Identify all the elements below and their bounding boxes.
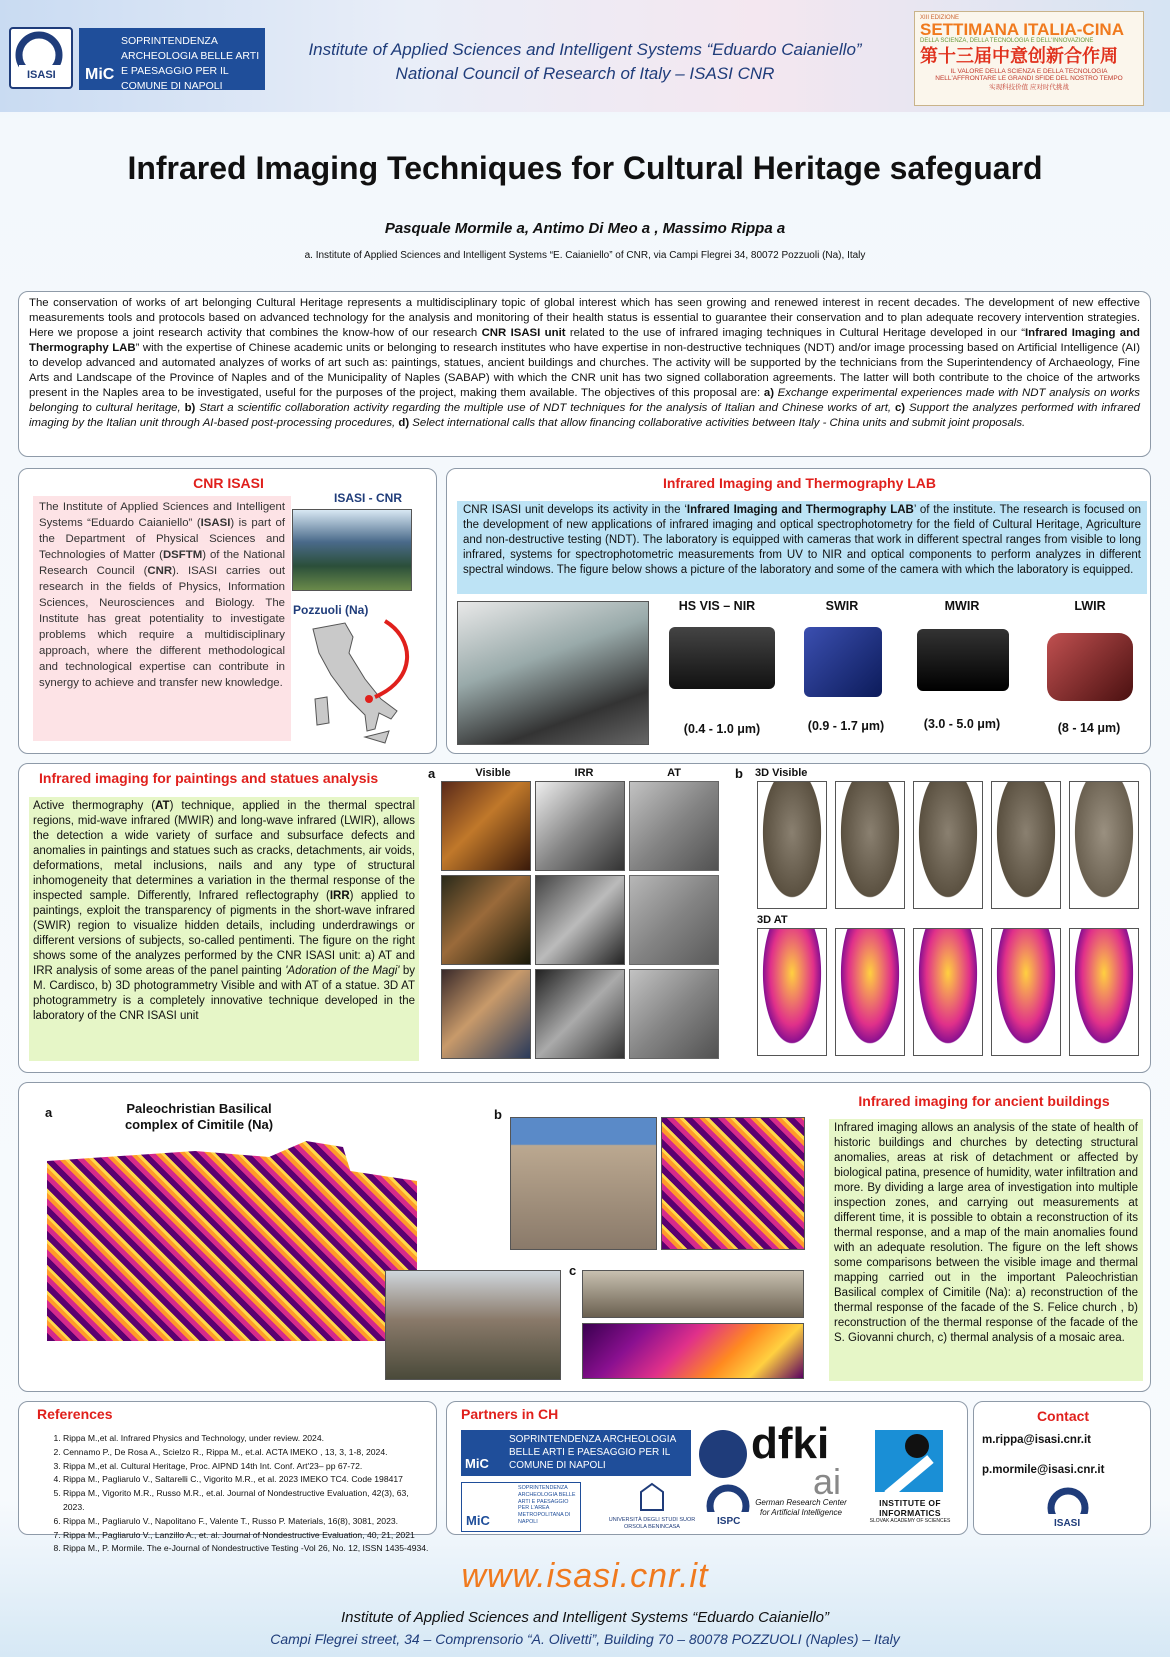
statue-at <box>757 928 827 1056</box>
camera-list <box>657 599 1147 749</box>
mic-logo: MiC SOPRINTENDENZA ARCHEOLOGIA BELLE ARTI E PAESAGGIO PER IL COMUNE DI NAPOLI <box>79 28 265 90</box>
paint-text: Active thermography (AT) technique, applied in the thermal spectral regions, mid-wave infrared (MWIR) and long-wave infrared (LWIR), allows the detection a wide variety of surface and subsurface defects and anomalies in paintings and statues such as cracks, detachments, air voids, deformations, metal inclusions, nails and any type of structural inhomogeneity that determines a variation in the thermal response of the inspected sample. Differently, Infrared reflectography (IRR) applied to paintings, exploit the transparency of pigments in the short-wave infrared (SWIR) region to visualize hidden details, including underdrawings or different versions of subjects, so-called pentimenti. The figure on the right shows some of the analyzes performed by the CNR ISASI unit: a) AT and IRR analysis of some areas of the panel painting 'Adoration of the Magi' by M. Cardisco, b) 3D photogrammetry Visible and with AT of a statue. 3D AT photogrammetry is a completely innovative technique developed in the laboratory of the CNR ISASI unit <box>29 797 419 1061</box>
camera-mwir-image <box>917 629 1009 691</box>
lab-text: CNR ISASI unit develops its activity in the ‘Infrared Imaging and Thermography LAB’ of the institute. The research is focused on the development of new applications of infrared imaging and optical spectrophotometry for the field of Cultural Heritage, Agriculture and non-destructive testing (NDT). The laboratory is equipped with cameras that work in different spectral ranges from visible to long infrared, systems for spectrophotometric measurements from UV to NIR and optical components to perform analyzes in different spectral windows. The figure below shows a picture of the laboratory and some of the camera with which the laboratory is equipped. <box>457 501 1147 594</box>
partner-mic-metro: MiC SOPRINTENDENZA ARCHEOLOGIA BELLE ARTI E PAESAGGIO PER L'AREA METROPOLITANA DI NAPOLI <box>461 1482 581 1532</box>
camera-lwir: LWIR (8 - 14 μm) <box>1035 599 1145 613</box>
partner-ispc: ISPC <box>701 1482 755 1532</box>
camera-lwir-image <box>1047 633 1133 701</box>
col-visible: Visible <box>475 767 511 779</box>
statue-visible <box>835 781 905 909</box>
build-fig-label-b: b <box>494 1107 502 1122</box>
camera-swir: SWIR (0.9 - 1.7 μm) <box>792 599 892 613</box>
fig-label-a: a <box>428 766 436 781</box>
contact-email-2[interactable]: p.mormile@isasi.cnr.it <box>982 1464 1105 1476</box>
statue-visible <box>991 781 1061 909</box>
ref-item: 5. Rippa M., Vigorito M.R., Russo M.R., et.al. Journal of Nondestructive Evaluation, 42(3), 63, 2023. <box>63 1487 432 1515</box>
refs-list <box>47 1432 432 1556</box>
contact-email-1[interactable]: m.rippa@isasi.cnr.it <box>982 1434 1092 1446</box>
camera-mwir: MWIR (3.0 - 5.0 μm) <box>907 599 1017 613</box>
abstract-panel <box>18 291 1151 457</box>
build-text: Infrared imaging allows an analysis of the state of health of historic buildings and churches by detecting structural anomalies, areas at risk of detachment or affected by biological patina, presence of humidity, water infiltration and more. By dividing a large area of investigation into multiple inspection zones, and carrying out measurements at different time, it is possible to obtain a reconstruction of its thermal response, and a map of the main anomalies found with an adequate resolution. The figure on the left shows some comparisons between the visible image and thermal mapping carried out in the important Paleochristian Basilical complex of Cimitile (Na): a) reconstruction of the thermal response of the facade of the S. Felice church , b) reconstruction of the thermal response of the facade of the S. Giovanni church, c) thermal analysis of a mosaic area. <box>829 1119 1143 1381</box>
painting-at-2 <box>629 875 719 965</box>
partners-panel <box>446 1401 968 1535</box>
col-irr: IRR <box>574 767 594 779</box>
statue-at <box>835 928 905 1056</box>
statue-at <box>913 928 983 1056</box>
partners-title: Partners in CH <box>461 1406 559 1422</box>
settimana-logo: XIII EDIZIONE SETTIMANA ITALIA-CINA DELLA SCIENZA, DELLA TECNOLOGIA E DELL'INNOVAZIONE 第十三届中意创新合作周 IL VALORE DELLA SCIENZA E DELLA TECNOLOGIA NELL'AFFRONTARE LE GRANDI SFIDE DEL NOSTRO TEMPO 实现科技价值 应对时代挑战 <box>914 11 1144 106</box>
footer-line1: Institute of Applied Sciences and Intelligent Systems “Eduardo Caianiello” <box>340 1609 830 1626</box>
partner-dfki: dfki ai German Research Center for Artificial Intelligence <box>751 1419 847 1517</box>
giovanni-thermal <box>661 1117 805 1250</box>
build-title: Infrared imaging for ancient buildings <box>858 1093 1110 1109</box>
label-3d-visible: 3D Visible <box>755 767 808 779</box>
unisob-emblem-icon <box>637 1482 667 1512</box>
ref-item: 3. Rippa M.,et al. Cultural Heritage, Proc. AIPND 14th Int. Conf. Art'23– pp 67-72. <box>63 1460 432 1474</box>
mosaic-thermal <box>582 1323 804 1379</box>
partner-unisob: UNIVERSITÀ DEGLI STUDI SUOR ORSOLA BENINCASA <box>597 1482 707 1531</box>
painting-irr-1 <box>535 781 625 871</box>
camera-swir-image <box>804 627 882 697</box>
lab-title: Infrared Imaging and Thermography LAB <box>662 475 937 491</box>
ii-logo-icon <box>875 1430 943 1492</box>
ref-item: 2. Cennamo P., De Rosa A., Scielzo R., Rippa M., et.al. ACTA IMEKO , 13, 3, 1-8, 2024. <box>63 1446 432 1460</box>
cimitile-visible <box>385 1270 561 1380</box>
cnr-title: CNR ISASI <box>193 475 264 491</box>
ref-item: 1. Rippa M.,et al. Infrared Physics and Technology, under review. 2024. <box>63 1432 432 1446</box>
build-fig-title: Paleochristian Basilical complex of Cimitile (Na) <box>124 1101 274 1132</box>
lab-panel <box>446 468 1151 754</box>
contact-title: Contact <box>1036 1408 1090 1424</box>
partner-ii: INSTITUTE OF INFORMATICS SLOVAK ACADEMY OF SCIENCES <box>857 1430 963 1524</box>
page-title: Infrared Imaging Techniques for Cultural Heritage safeguard <box>127 150 1043 186</box>
header-org: Institute of Applied Sciences and Intelligent Systems “Eduardo Caianiello” National Council of Research of Italy – ISASI CNR <box>308 40 862 83</box>
ref-item: 7. Rippa M., Pagliarulo V., Lanzillo A., et. al. Journal of Nondestructive Evaluation, 40, 21, 2021 <box>63 1529 432 1543</box>
painting-irr-3 <box>535 969 625 1059</box>
painting-irr-2 <box>535 875 625 965</box>
build-panel <box>18 1082 1151 1392</box>
statue-at <box>991 928 1061 1056</box>
footer-line2: Campi Flegrei street, 34 – Comprensorio “A. Olivetti”, Building 70 – 80078 POZZUOLI (Naples) – Italy <box>270 1631 900 1647</box>
camera-hs: HS VIS – NIR (0.4 - 1.0 μm) <box>657 599 777 613</box>
painting-at-1 <box>629 781 719 871</box>
cnr-panel <box>18 468 437 754</box>
build-fig-label-a: a <box>45 1105 53 1120</box>
statue-visible <box>913 781 983 909</box>
painting-vis-1 <box>441 781 531 871</box>
paint-title: Infrared imaging for paintings and statues analysis <box>39 770 379 786</box>
ref-item: 8. Rippa M., P. Mormile. The e-Journal of Nondestructive Testing -Vol 26, No. 12, ISSN 1435-4934. <box>63 1542 432 1556</box>
label-3d-at: 3D AT <box>757 914 788 926</box>
isasi-photo-label: ISASI - CNR <box>333 491 402 505</box>
statue-at <box>1069 928 1139 1056</box>
cnr-text: The Institute of Applied Sciences and Intelligent Systems “Eduardo Caianiello” (ISASI) is part of the Department of Physical Sciences and Technologies of Matter (DSFTM) of the National Research Council (CNR). ISASI carries out research in the fields of Physics, Information Sciences, Neurosciences and Biology. The Institute has great potentiality to investigate problems which require a multidisciplinary approach, where the different methodological and technological expertise can contribute in synergy to achieve and transfer new knowledge. <box>33 496 291 741</box>
partner-mic-napoli: MiC SOPRINTENDENZA ARCHEOLOGIA BELLE ARTI E PAESAGGIO PER IL COMUNE DI NAPOLI <box>461 1430 691 1476</box>
contact-isasi-logo: ISASI <box>1040 1486 1096 1534</box>
statue-visible <box>1069 781 1139 909</box>
paint-panel <box>18 763 1151 1073</box>
refs-panel <box>18 1401 437 1554</box>
abstract-text: The conservation of works of art belonging Cultural Heritage represents a multidisciplinary topic of global interest which has seen growing and renewed interest in recent decades. The development of new effective measurements tools and protocols based on advanced technology for the analysis and monitoring of their health status is essential to guarantee their conservation and to plan adequate recovery intervention strategies. Here we propose a joint research activity that combines the know-how of our research CNR ISASI unit related to the use of infrared imaging techniques in Cultural Heritage developed in our “Infrared Imaging and Thermography LAB” with the expertise of Chinese academic units or belonging to research institutes who have expertise in non-destructive techniques (NDT) and/or image processing based on Artificial Intelligence (AI) to develop advanced and automated analyzes of works of art such as: paintings, statues, ancient buildings and churches. The activity will be supported by the technicians from the Superintendency of Archaeology, Fine Arts and Landscape of the Province of Naples and of the Municipality of Naples (SABAP) with which the CNR unit has two signed collaboration agreements. The latter will both contribute to the choice of the artworks present in the Naples area to be investigated, useful for the purposes of the project, making them available. The objectives of this proposal are: a) Exchange experimental experiences made with NDT analysis on works belonging to cultural heritage, b) Start a scientific collaboration activity regarding the multiple use of NDT techniques for the analysis of Italian and Chinese works of art, c) Support the analyzes performed with infrared imaging by the Italian unit through AI-based post-processing procedures, d) Select international calls that allow financing collaborative activities between Italy - China units and submit joint proposals. <box>29 297 1141 429</box>
affiliation: a. Institute of Applied Sciences and Intelligent Systems “E. Caianiello” of CNR, via Campi Flegrei 34, 80072 Pozzuoli (Na), Italy <box>304 250 866 261</box>
refs-title: References <box>37 1406 113 1422</box>
painting-vis-2 <box>441 875 531 965</box>
italy-map <box>305 619 425 747</box>
mosaic-visible <box>582 1270 804 1318</box>
camera-hs-image <box>669 627 775 689</box>
authors: Pasquale Mormile a, Antimo Di Meo a , Massimo Rippa a <box>384 220 786 237</box>
isasi-logo: ISASI <box>9 27 73 89</box>
footer-url[interactable]: www.isasi.cnr.it <box>461 1557 709 1595</box>
fig-label-b: b <box>735 766 743 781</box>
statue-visible <box>757 781 827 909</box>
build-fig-label-c: c <box>569 1263 577 1278</box>
painting-vis-3 <box>441 969 531 1059</box>
giovanni-visible <box>510 1117 657 1250</box>
cimitile-thermal <box>47 1141 417 1341</box>
painting-at-3 <box>629 969 719 1059</box>
lab-photo <box>457 601 649 745</box>
ref-item: 6. Rippa M., Pagliarulo V., Napolitano F., Valente T., Russo P. Materials, 16(8), 3081, 2023. <box>63 1515 432 1529</box>
map-label: Pozzuoli (Na) <box>293 603 369 617</box>
isasi-building-photo <box>292 509 412 591</box>
partner-pisa-seal <box>699 1430 747 1478</box>
col-at: AT <box>667 767 681 779</box>
contact-panel <box>973 1401 1151 1535</box>
ref-item: 4. Rippa M., Pagliarulo V., Saltarelli C., Vigorito M.R., et al. 2023 IMEKO TC4. Code 198417 <box>63 1473 432 1487</box>
